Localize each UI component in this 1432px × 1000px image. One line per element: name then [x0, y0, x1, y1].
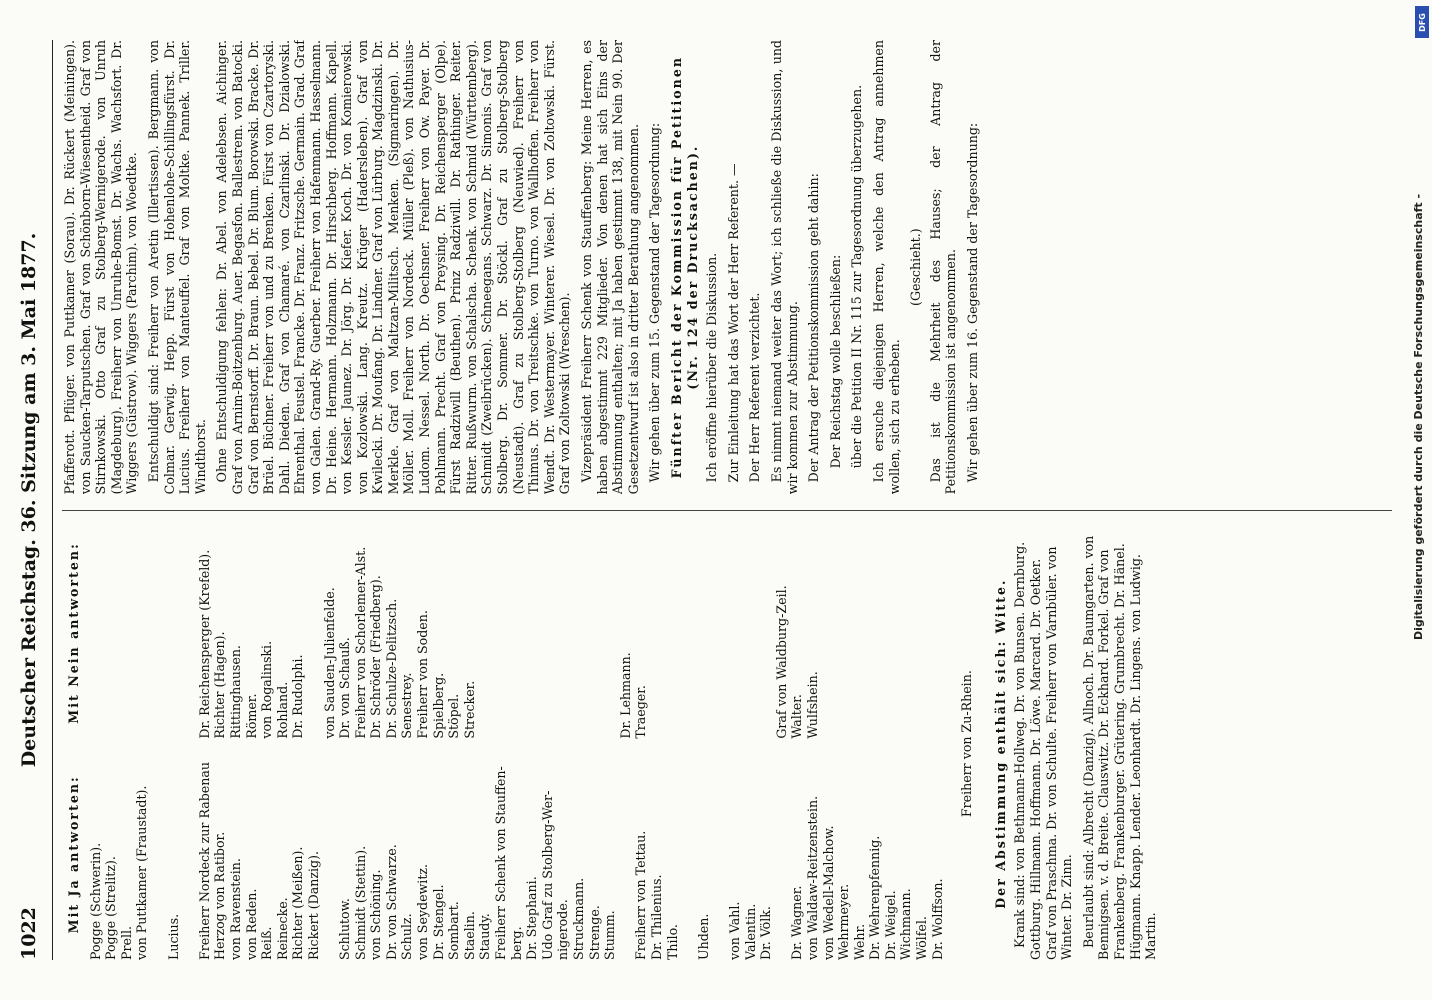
- petition-report-heading: Fünfter Bericht der Kommission für Petitionen (Nr. 124 der Drucksachen).: [668, 56, 700, 479]
- no-vote-name: [555, 527, 571, 738]
- no-vote-name: [665, 527, 681, 738]
- referent-waives: Der Herr Referent verzichtet.: [747, 292, 763, 483]
- leave-list: Beurlaubt sind: Albrecht (Danzig). Allnoch. Dr. Baumgarten. von Bennigsen. v. d. Breite. Clauswitz. Dr. Eckhard. Forkel. Graf von Frankenberg. Frankenburger. Grütering. Grumbrecht. Dr. Hänel. Hügmann. Knapp. Lender. Leonhardt. Dr. Lingens. von Ludwig. Martin.: [1080, 535, 1159, 960]
- no-vote-name: [867, 527, 883, 738]
- no-heading: Mit Nein antworten:: [66, 542, 81, 724]
- digitization-note: Digitalisierung gefördert durch die Deutsche Forschungsgemeinschaft -: [1412, 193, 1425, 640]
- no-vote-name: [821, 527, 837, 738]
- yes-vote-name: Staudy.: [477, 913, 493, 960]
- yes-vote-name: Pogge (Strelitz).: [103, 856, 119, 960]
- no-vote-name: [680, 527, 696, 738]
- no-vote-name: [883, 527, 899, 738]
- yes-vote-name: Dr. Wagner.: [789, 885, 805, 960]
- yes-vote-name: Wehr.: [851, 923, 867, 960]
- no-vote-name: Rittinghausen.: [227, 645, 243, 739]
- reichstag-resolve: Der Reichstag wolle beschließen:: [827, 254, 843, 469]
- no-vote-name: [914, 527, 930, 738]
- no-vote-name: Dr. Schröder (Friedberg).: [368, 575, 384, 739]
- yes-vote-name: Struckmann.: [571, 877, 586, 960]
- no-vote-name: Walter.: [789, 694, 805, 739]
- no-vote-name: [711, 527, 727, 738]
- abstain-line: Freiherr von Zu-Rhein.: [959, 670, 975, 818]
- dfg-logo: [1415, 6, 1429, 38]
- no-vote-name: [836, 527, 852, 738]
- yes-vote-name: Schulz.: [399, 913, 415, 960]
- no-vote-name: [119, 527, 135, 738]
- yes-vote-name: [711, 749, 727, 960]
- unexcused-list: Ohne Entschuldigung fehlen: Dr. Abel. von Adelebsen. Aichinger. Graf von Arnim-Boitzenburg. Auer. Begasfon. Ballestrem. von Batocki. Graf von Bernstorff. Dr. Braun. Bebel. Dr. Blum. Borowski. Bracke. Dr. Brüel. Büchner. Freiherr von und zu Brenken. Fürst von Czartoryski. Dahl. Dieden. Graf von Chamaré. von Czarlinski. Dr. Dzialowski. Ehrenthal. Feustel. Francke. Dr. Franz. Fritzsche. Germain. Grad. Graf von Galen. Grand-Ry. Guerber. Freiherr von Hafenmann. Hasselmann. Dr. Heine. Hermann. Holzmann. Dr. Hirschberg. Hoffmann. Kapell. von Kessler. Jaunez. Dr. Jörg. Dr. Kiefer. Koch. Dr. von Komierowski. von Kozlowski. Lang. Kreutz. Krüger (Hadersleben). Graf von Kwilecki. Dr. Moufang. Dr. Lindner. Graf von Lürburg. Magdzinski. Dr. Merkle. Graf von Maltzan-Militsch. Menken. (Sigmaringen). Dr. Möller. Moll. Freiherr von Nordeck. Müller (Pleß). von Nathusius-Ludom. Nessel. North. Dr. Oechsner. Freiherr von Ow. Payer. Dr. Pohlmann. Precht. Graf von Preysing. Dr. Reichensperger (Olpe). Fürst Radziwill (Beuthen). Prinz Radziwill. Dr. Rathinger. Reiter. Ritter. Rußwurm. von Schalscha. Schenk. von Schmid (Württemberg). Schmidt (Zweibrücken). Schneegans. Schwarz. Dr. Simonis. Graf von Stolberg. Dr. Sommer. Dr. Stöckl. Graf zu Stolberg-Stolberg (Neustadt). Graf zu Stolberg-Stolberg (Neuwied). Freiherr von Thimus. Dr. von Treitschke. von Turno. von Wallhoffen. Freiherr von Wendt. Dr. Westermayer. Winterer. Wiesel. Dr. von Zoltowski. Fürst. Graf von Zoltowski (Wreschen).: [214, 40, 573, 495]
- happens: (Geschieht.): [908, 228, 924, 306]
- yes-vote-name: von Reden.: [243, 888, 259, 960]
- yes-vote-name: [181, 749, 197, 960]
- yes-vote-name: von Schöning.: [368, 869, 384, 960]
- yes-vote-name: Richter (Meißen).: [290, 846, 306, 960]
- no-vote-name: [493, 527, 509, 738]
- no-vote-name: [727, 527, 743, 738]
- no-vote-name: [306, 527, 322, 738]
- no-vote-name: [898, 527, 914, 738]
- yes-vote-name: Sombart.: [446, 901, 462, 960]
- page-header: [18, 40, 58, 960]
- yes-vote-name: Dr. Wehrenpfennig.: [867, 835, 883, 960]
- no-vote-name: Freiherr von Soden.: [415, 610, 431, 739]
- column-divider: [62, 510, 1392, 511]
- no-vote-name: [477, 527, 493, 738]
- absent-list-cont: Pfafferott. Pflüger. von Puttkamer (Sorau). Dr. Rückert (Meiningen). von Saucken-Tarputschen. Graf von Schönborn-Wiesentheid. Graf von Stirnkowski. Otto Graf zu Stolberg-Wernigerode. von Unruh (Magdeburg). Freiherr von Unruhe-Bomst. Dr. Wachs. Wachsfort. Dr. Wiggers (Güstrow). Wiggers (Parchim). von Woedtke.: [62, 40, 140, 495]
- page-title: Deutscher Reichstag. 36. Sitzung am 3. Mai 1877.: [18, 232, 40, 768]
- no-vote-name: Senestrey.: [399, 672, 415, 739]
- right-column: [62, 40, 1392, 494]
- yes-vote-name: Schmidt (Stettin).: [352, 845, 368, 960]
- no-vote-name: Freiherr von Schorlemer-Alst.: [352, 546, 368, 739]
- yes-vote-name: Thilo.: [664, 924, 680, 960]
- yes-vote-name: Reinecke.: [274, 897, 290, 960]
- no-vote-name: [540, 527, 556, 738]
- no-vote-name: [587, 527, 603, 738]
- no-vote-name: [571, 527, 587, 738]
- yes-vote-name: nigerode.: [555, 899, 571, 960]
- yes-vote-name: Rickert (Danzig).: [305, 850, 321, 960]
- no-vote-name: Dr. von Schauß.: [337, 637, 353, 739]
- referent-intro: Zur Einleitung hat das Wort der Herr Referent. —: [725, 163, 741, 483]
- no-vote-name: [696, 527, 712, 738]
- yes-vote-name: Dr. Weigel.: [882, 890, 898, 960]
- page-number: 1022: [18, 907, 40, 960]
- no-vote-name: [743, 527, 759, 738]
- no-vote-name: [103, 527, 119, 738]
- majority-accepted: Das ist die Mehrheit des Hauses; der Antrag der Petitionskommission ist angenommen.: [927, 40, 959, 495]
- no-vote-name: [852, 527, 868, 738]
- yes-vote-name: Schlutow.: [337, 898, 353, 960]
- petition-motion: über die Petition II Nr. 115 zur Tagesordnung überzugehen.: [849, 84, 865, 469]
- no-vote-name: [758, 527, 774, 738]
- yes-vote-name: [618, 749, 634, 960]
- no-vote-name: Richter (Hagen).: [212, 631, 228, 739]
- yes-vote-name: Wehrmeyer.: [836, 883, 852, 960]
- agenda-15: Wir gehen über zum 15. Gegenstand der Tagesordnung:: [647, 122, 663, 483]
- yes-heading: Mit Ja antworten:: [66, 775, 81, 934]
- yes-vote-name: Valentin.: [742, 903, 758, 960]
- yes-vote-name: Prell.: [118, 925, 134, 960]
- no-vote-name: Wulfshein.: [804, 671, 820, 739]
- yes-vote-name: Dr. von Schwarze.: [383, 844, 399, 960]
- no-vote-name: Rohland.: [274, 681, 290, 739]
- no-vote-name: von Rogalinski.: [259, 640, 275, 739]
- yes-vote-name: Wichmann.: [898, 888, 914, 960]
- yes-vote-name: Strenge.: [586, 905, 602, 960]
- header-rule: [52, 40, 53, 960]
- no-vote-name: [930, 527, 946, 738]
- dfg-logo-text: DFG: [1417, 12, 1427, 32]
- commission-motion: Der Antrag der Petitionskommission geht dahin:: [806, 173, 822, 483]
- yes-vote-name: [680, 749, 696, 960]
- no-vote-name: Graf von Waldburg-Zeil.: [773, 585, 789, 739]
- yes-vote-name: Udo Graf zu Stolberg-Wer-: [539, 790, 555, 960]
- yes-vote-name: Dr. Wolffson.: [929, 878, 945, 960]
- yes-vote-name: von Ravenstein.: [227, 858, 243, 960]
- no-vote-name: Dr. Schulze-Delitzsch.: [383, 598, 399, 739]
- yes-vote-name: [150, 749, 166, 960]
- yes-vote-name: von Vahl.: [726, 901, 742, 960]
- yes-vote-name: Dr. Thilenius.: [648, 874, 664, 960]
- no-vote-name: Dr. Reichensperger (Krefeld).: [196, 549, 212, 739]
- yes-vote-name: Reiß.: [259, 926, 275, 960]
- close-discussion: Es nimmt niemand weiter das Wort; ich schließe die Diskussion, und wir kommen zur Abstimmung.: [768, 40, 800, 495]
- yes-vote-name: [322, 749, 338, 960]
- no-vote-name: [150, 527, 166, 738]
- open-discussion: Ich eröffne hierüber die Diskussion.: [704, 252, 720, 483]
- yes-vote-name: Wölfel.: [914, 916, 930, 960]
- no-vote-name: [181, 527, 197, 738]
- vote-result: Vizepräsident Freiherr Schenk von Stauffenberg: Meine Herren, es haben abgestimmt 229 Mitglieder. Von denen hat sich Eins der Abstimmung enthalten; mit Ja haben gestimmt 138, mit Nein 90. Der Gesetzentwurf ist also in dritter Berathung angenommen.: [579, 40, 641, 495]
- yes-vote-name: von Puttkamer (Fraustadt).: [134, 785, 150, 960]
- yes-vote-name: Staelin.: [461, 911, 477, 960]
- yes-vote-name: von Seydewitz.: [415, 863, 431, 960]
- request-rise: Ich ersuche diejenigen Herren, welche den Antrag annehmen wollen, sich zu erheben.: [870, 40, 902, 495]
- vote-list: [88, 527, 946, 960]
- yes-vote-name: Lucius.: [165, 913, 181, 960]
- no-vote-name: Stöpel.: [446, 693, 462, 739]
- yes-vote-name: Herzog von Ratibor.: [212, 831, 228, 960]
- vote-headings: [62, 527, 88, 960]
- no-vote-name: [649, 527, 665, 738]
- no-vote-name: Traeger.: [633, 685, 649, 739]
- no-vote-name: Römer.: [243, 693, 259, 739]
- excused-list: Entschuldigt sind: Freiherr von Aretin (Illertissen). Bergmann. von Colmar. Gerwig. Hepp. Fürst von Hohenlohe-Schillingsfürst. Dr. Lucius. Freiherr von Manteuffel. Graf von Moltke. Pannek. Triller. Windthorst.: [145, 40, 208, 495]
- yes-vote-name: berg.: [508, 926, 524, 960]
- no-vote-name: Dr. Lehmann.: [617, 652, 633, 739]
- yes-vote-name: von Wedell-Malchow.: [820, 825, 836, 960]
- no-vote-name: [524, 527, 540, 738]
- yes-vote-name: Dr. Stengel.: [430, 884, 446, 960]
- yes-vote-name: [774, 749, 790, 960]
- yes-vote-name: Uhden.: [695, 913, 711, 960]
- no-vote-name: [88, 527, 104, 738]
- no-vote-name: Strecker.: [461, 680, 477, 739]
- left-column: [62, 527, 1392, 960]
- no-vote-name: [166, 527, 182, 738]
- two-column-body: [62, 40, 1392, 960]
- agenda-16: Wir gehen über zum 16. Gegenstand der Tagesordnung:: [964, 122, 980, 483]
- yes-vote-name: Freiherr Nordeck zur Rabenau: [196, 762, 212, 960]
- no-vote-name: [602, 527, 618, 738]
- abstention-heading: Der Abstimmung enthält sich: Witte.: [992, 578, 1008, 909]
- no-vote-name: von Sauden-Julienfelde.: [321, 587, 337, 739]
- no-vote-name: [134, 527, 150, 738]
- yes-vote-name: Dr. Völk.: [758, 906, 774, 960]
- no-vote-name: [509, 527, 525, 738]
- yes-vote-name: Pogge (Schwerin).: [87, 842, 103, 960]
- no-vote-name: Spielberg.: [430, 672, 446, 739]
- yes-vote-name: Freiherr Schenk von Stauffen-: [493, 766, 509, 960]
- yes-vote-name: Dr. Stephani.: [524, 876, 540, 960]
- yes-vote-name: Freiherr von Tettau.: [633, 830, 649, 960]
- sick-list: Krank sind: von Bethmann-Hollweg. Dr. von Bunsen. Dernburg. Gottburg. Hillmann. Hoffmann. Dr. Löwe. Marcard. Dr. Oetker. Graf von Praschma. Dr. von Schulte. Freiherr von Varnbüler. von Winter. Dr. Zinn.: [1012, 541, 1075, 960]
- no-vote-name: Dr. Rudolphi.: [290, 654, 306, 739]
- yes-vote-name: Stumm.: [602, 910, 618, 960]
- yes-vote-name: von Waldaw-Reitzenstein.: [804, 795, 820, 960]
